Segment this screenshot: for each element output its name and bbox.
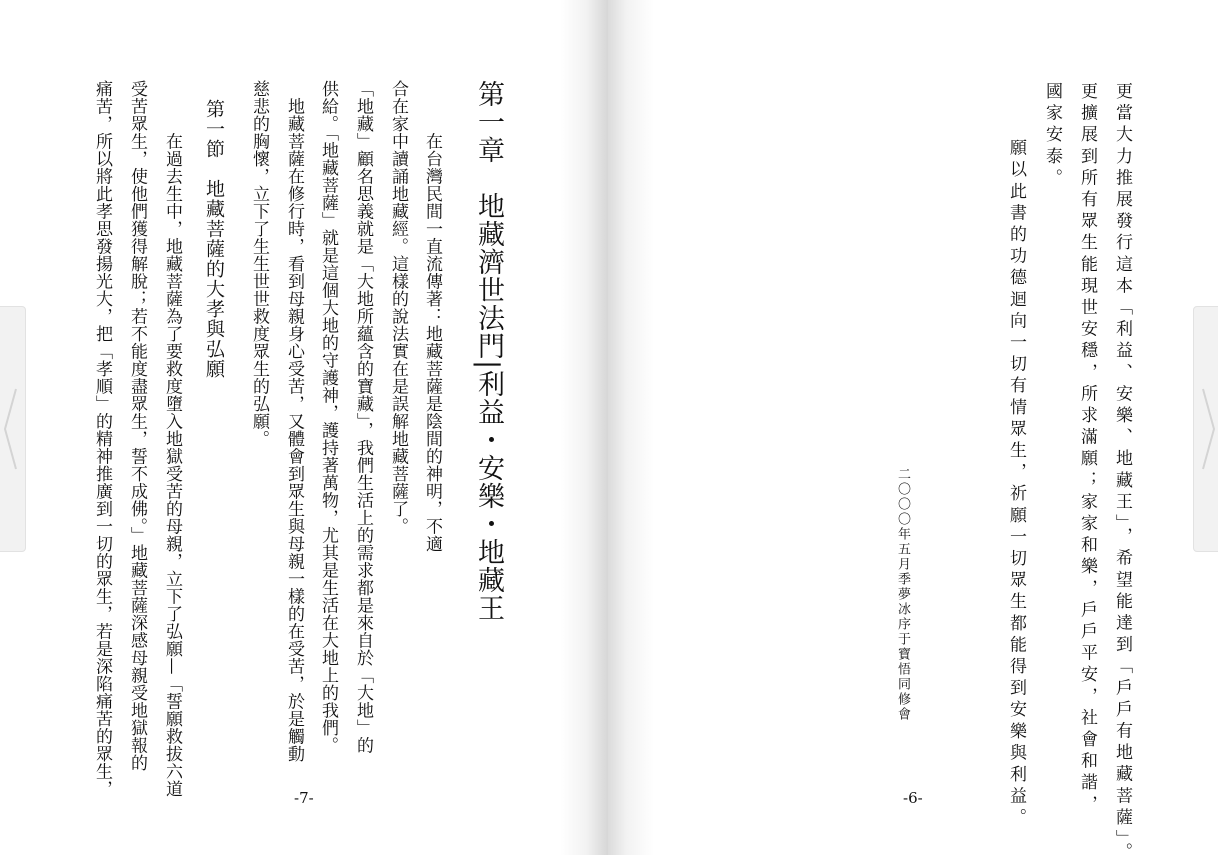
text-line: 「地藏」顧名思義就是「大地所蘊含的寶藏」，我們生活上的需求都是來自於「大地」的 — [353, 80, 373, 754]
text-line: 供給。「地藏菩薩」就是這個大地的守護神，護持著萬物，尤其是生活在大地上的我們。 — [318, 80, 338, 754]
section-title: 第一節 地藏菩薩的大孝與弘願 — [203, 99, 225, 379]
left-page — [0, 0, 608, 855]
text-line: 慈悲的胸懷，立下了生生世世救度眾生的弘願。 — [249, 80, 269, 448]
text-line: 受苦眾生，使他們獲得解脫；若不能度盡眾生，誓不成佛。」地藏菩薩深感母親受地獄報的 — [127, 80, 147, 772]
text-line: 在台灣民間一直流傳著：地藏菩薩是陰間的神明，不適 — [422, 115, 442, 553]
text-line: 地藏菩薩在修行時，看到母親身心受苦，又體會到眾生與母親一樣的在受苦，於是觸動 — [284, 80, 304, 763]
page-number: -6- — [903, 789, 923, 807]
page-number: -7- — [294, 789, 314, 807]
right-page — [608, 0, 1218, 864]
text-line: 國家安泰。 — [1042, 82, 1062, 190]
text-line: 合在家中讀誦地藏經。這樣的說法實在是誤解地藏菩薩了。 — [388, 80, 408, 535]
chevron-left-icon — [3, 387, 17, 471]
chapter-title: 第一章 地藏濟世法門|利益・安樂・地藏王 — [473, 80, 504, 623]
chevron-right-icon — [1202, 387, 1216, 471]
next-page-button[interactable] — [1193, 306, 1218, 552]
text-line: 更擴展到所有眾生能現世安穩，所求滿願；家家和樂，戶戶平安，社會和諧， — [1077, 82, 1097, 817]
text-line: 痛苦，所以將此孝思發揚光大，把「孝順」的精神推廣到一切的眾生，若是深陷痛苦的眾生， — [92, 80, 112, 798]
text-line: 更當大力推展發行這本「利益、安樂、地藏王」，希望能達到「戶戶有地藏菩薩」。 — [1112, 82, 1132, 864]
signature: 二〇〇〇年五月季夢冰序于寶悟同修會 — [895, 467, 910, 722]
text-line: 願以此書的功德迴向一切有情眾生，祈願一切眾生都能得到安樂與利益。 — [1006, 117, 1026, 830]
text-line: 在過去生中，地藏菩薩為了要救度墮入地獄受苦的母親，立下了弘願—「誓願救拔六道 — [162, 115, 182, 798]
previous-page-button[interactable] — [0, 306, 26, 552]
